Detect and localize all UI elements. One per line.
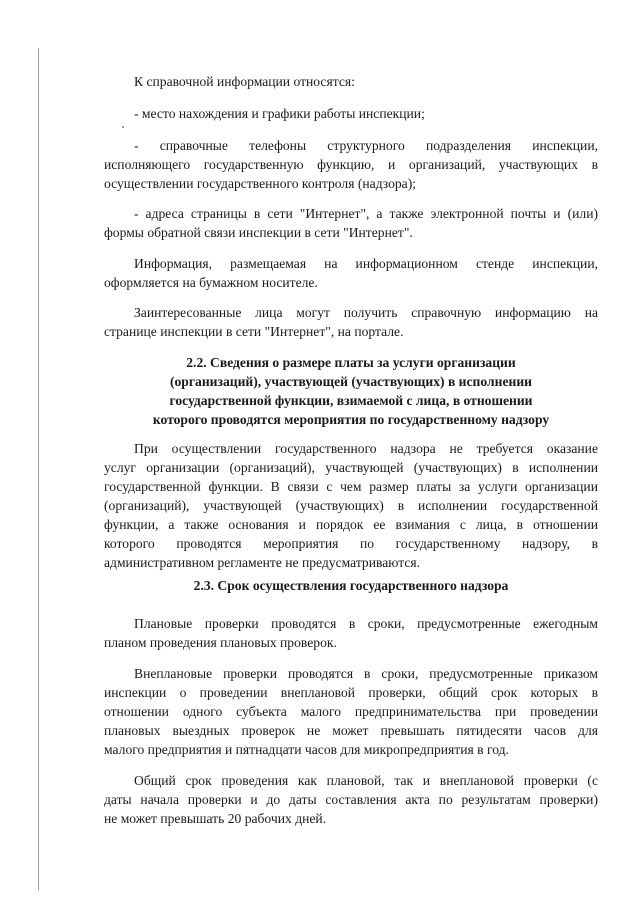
section-heading-2-2 (104, 353, 598, 429)
text-line: - адреса страницы в сети "Интернет", а также электронной почты и (или) (134, 206, 598, 221)
heading-line: (организаций), участвующей (участвующих) в исполнении (169, 374, 532, 389)
paragraph-total-duration (104, 771, 598, 828)
paragraph-fee-not-required (104, 439, 598, 572)
text-line: отношении одного субъекта малого предпринимательства при проведении (104, 704, 598, 719)
text-line: - место нахождения и графики работы инспекции; (134, 106, 425, 121)
heading-line: 2.2. Сведения о размере платы за услуги организации (186, 355, 516, 370)
scan-speck (122, 126, 124, 128)
text-line: плановых выездных проверок не может превышать пятидесяти часов для (104, 723, 598, 738)
text-line: Информация, размещаемая на информационном стенде инспекции, (134, 256, 598, 271)
paragraph-reference-info-intro (104, 72, 598, 91)
paragraph-internet-addresses (104, 204, 598, 242)
paragraph-info-stand (104, 254, 598, 292)
text-line: Плановые проверки проводятся в сроки, предусмотренные ежегодным (134, 616, 598, 631)
paragraph-interested-persons (104, 303, 598, 341)
text-line: услуг организации (организаций), участвующей (участвующих) в исполнении (104, 460, 598, 475)
text-line: - справочные телефоны структурного подразделения инспекции, (134, 138, 598, 153)
text-line: административном регламенте не предусматриваются. (104, 555, 421, 570)
text-line: формы обратной связи инспекции в сети "Интернет". (104, 225, 413, 240)
text-line: странице инспекции в сети "Интернет", на портале. (104, 324, 404, 339)
text-line: Заинтересованные лица могут получить справочную информацию на (134, 305, 598, 320)
heading-line: 2.3. Срок осуществления государственного надзора (193, 578, 509, 593)
text-line: Общий срок проведения как плановой, так и внеплановой проверки (с (134, 773, 598, 788)
text-line: Внеплановые проверки проводятся в сроки, предусмотренные приказом (134, 666, 598, 681)
text-line: осуществлении государственного контроля (надзора); (104, 176, 416, 191)
text-line: (организаций), участвующей (участвующих) в исполнении государственной (104, 498, 598, 513)
text-line: При осуществлении государственного надзора не требуется оказание (134, 441, 598, 456)
text-line: инспекции о проведении внеплановой проверки, общий срок которых в (104, 685, 598, 700)
text-line: К справочной информации относятся: (134, 74, 355, 89)
paragraph-reference-phones (104, 136, 598, 193)
text-line: функции, а также основания и порядок ее взимания с лица, в отношении (104, 517, 598, 532)
paragraph-unscheduled-inspections (104, 664, 598, 759)
text-line: которого проводятся мероприятия по государственному надзору, в (104, 536, 598, 551)
text-line: даты начала проверки и до даты составления акта по результатам проверки) (104, 792, 598, 807)
paragraph-location-schedule (104, 104, 598, 123)
text-line: государственной функции. В связи с чем размер платы за услуги организации (104, 479, 598, 494)
text-line: малого предприятия и пятнадцати часов для микропредприятия в год. (104, 742, 509, 757)
text-line: не может превышать 20 рабочих дней. (104, 811, 327, 826)
text-line: исполняющего государственную функцию, и организаций, участвующих в (104, 157, 598, 172)
section-heading-2-3 (104, 576, 598, 595)
paragraph-planned-inspections (104, 614, 598, 652)
text-line: планом проведения плановых проверок. (104, 635, 337, 650)
heading-line: государственной функции, взимаемой с лица, в отношении (169, 393, 533, 408)
heading-line: которого проводятся мероприятия по государственному надзору (152, 412, 550, 427)
text-line: оформляется на бумажном носителе. (104, 275, 318, 290)
